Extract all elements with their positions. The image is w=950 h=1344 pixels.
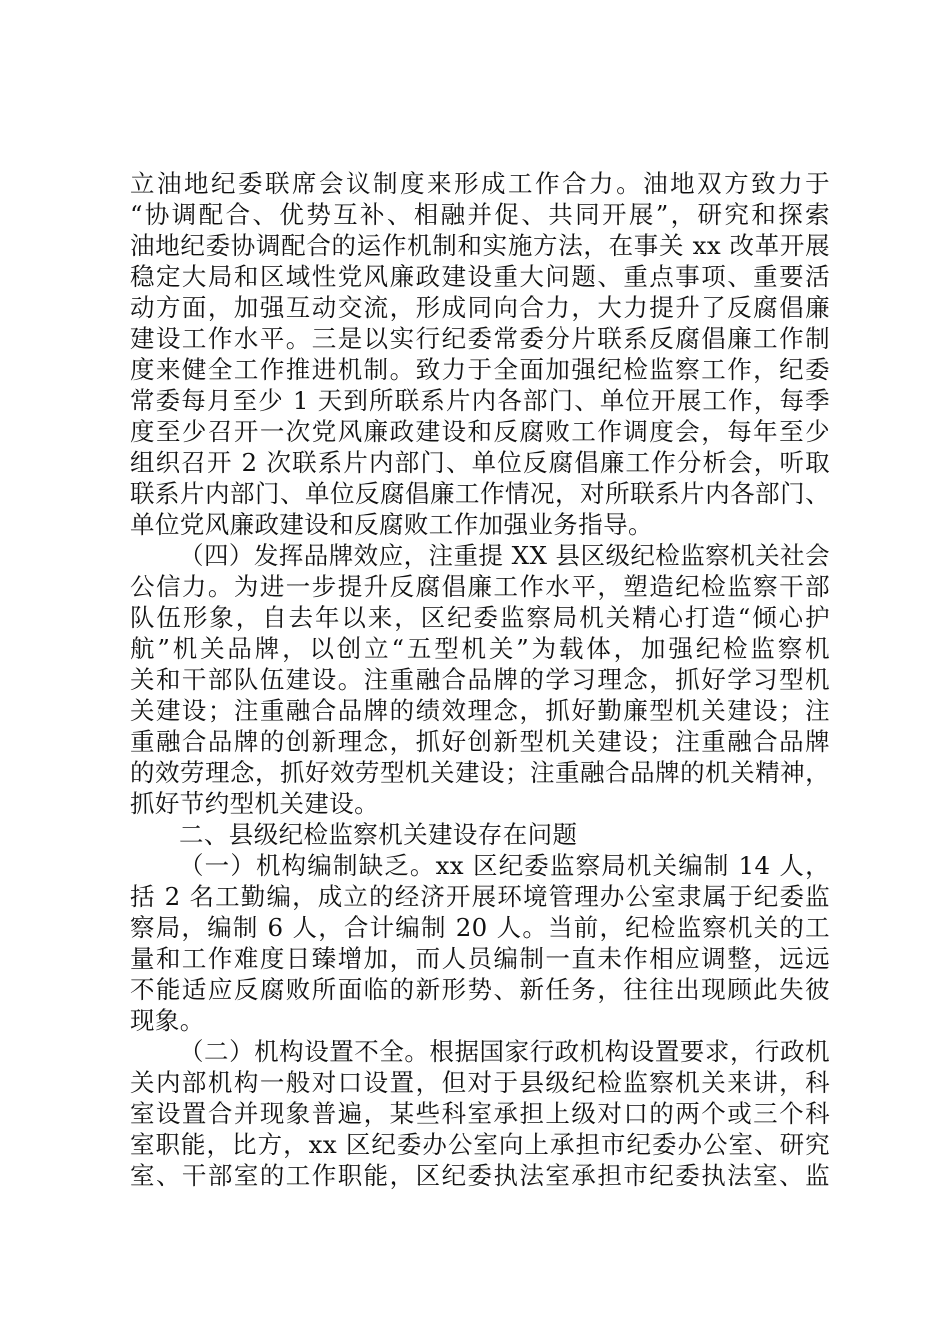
- text-line: 建设工作水平。三是以实行纪委常委分片联系反腐倡廉工作制: [130, 324, 830, 353]
- text-line: （四）发挥品牌效应，注重提 XX 县区级纪检监察机关社会: [179, 541, 830, 570]
- text-line: 组织召开 2 次联系片内部门、单位反腐倡廉工作分析会，听取: [130, 448, 830, 477]
- text-line: 单位党风廉政建设和反腐败工作加强业务指导。: [130, 510, 653, 539]
- text-line: 不能适应反腐败所面临的新形势、新任务，往往出现顾此失彼: [130, 975, 830, 1004]
- text-line: 度至少召开一次党风廉政建设和反腐败工作调度会，每年至少: [130, 417, 830, 446]
- text-line: 室、干部室的工作职能，区纪委执法室承担市纪委执法室、监: [130, 1161, 830, 1190]
- text-line: 航”机关品牌，以创立“五型机关”为载体，加强纪检监察机: [130, 634, 830, 663]
- text-line: 队伍形象，自去年以来，区纪委监察局机关精心打造“倾心护: [130, 603, 830, 632]
- text-line: 现象。: [130, 1006, 205, 1035]
- text-line: 重融合品牌的创新理念，抓好创新型机关建设；注重融合品牌: [130, 727, 830, 756]
- text-line: 公信力。为进一步提升反腐倡廉工作水平，塑造纪检监察干部: [130, 572, 830, 601]
- text-line: 油地纪委协调配合的运作机制和实施方法，在事关 xx 改革开展: [130, 231, 830, 260]
- text-line: （二）机构设置不全。根据国家行政机构设置要求，行政机: [179, 1037, 830, 1066]
- text-line: 量和工作难度日臻增加，而人员编制一直未作相应调整，远远: [130, 944, 830, 973]
- text-line: 室职能，比方，xx 区纪委办公室向上承担市纪委办公室、研究: [130, 1130, 830, 1159]
- text-line: 联系片内部门、单位反腐倡廉工作情况，对所联系片内各部门、: [130, 479, 830, 508]
- text-line: 室设置合并现象普遍，某些科室承担上级对口的两个或三个科: [130, 1099, 830, 1128]
- text-line: （一）机构编制缺乏。xx 区纪委监察局机关编制 14 人，: [179, 851, 830, 880]
- text-line: 常委每月至少 1 天到所联系片内各部门、单位开展工作，每季: [130, 386, 830, 415]
- text-line: 察局，编制 6 人，合计编制 20 人。当前，纪检监察机关的工: [130, 913, 830, 942]
- text-line: 稳定大局和区域性党风廉政建设重大问题、重点事项、重要活: [130, 262, 830, 291]
- text-line: 动方面，加强互动交流，形成同向合力，大力提升了反腐倡廉: [130, 293, 830, 322]
- text-line: 关内部机构一般对口设置，但对于县级纪检监察机关来讲，科: [130, 1068, 830, 1097]
- text-line: 立油地纪委联席会议制度来形成工作合力。油地双方致力于: [130, 169, 830, 198]
- text-line: 度来健全工作推进机制。致力于全面加强纪检监察工作，纪委: [130, 355, 830, 384]
- text-line: 的效劳理念，抓好效劳型机关建设；注重融合品牌的机关精神，: [130, 758, 830, 787]
- text-line: 关建设；注重融合品牌的绩效理念，抓好勤廉型机关建设；注: [130, 696, 830, 725]
- text-line: 括 2 名工勤编，成立的经济开展环境管理办公室隶属于纪委监: [130, 882, 830, 911]
- text-line: 关和干部队伍建设。注重融合品牌的学习理念，抓好学习型机: [130, 665, 830, 694]
- text-line: 抓好节约型机关建设。: [130, 789, 379, 818]
- text-line: “协调配合、优势互补、相融并促、共同开展”，研究和探索: [130, 200, 830, 229]
- text-line: 二、县级纪检监察机关建设存在问题: [179, 820, 578, 849]
- document-body: [130, 168, 830, 1191]
